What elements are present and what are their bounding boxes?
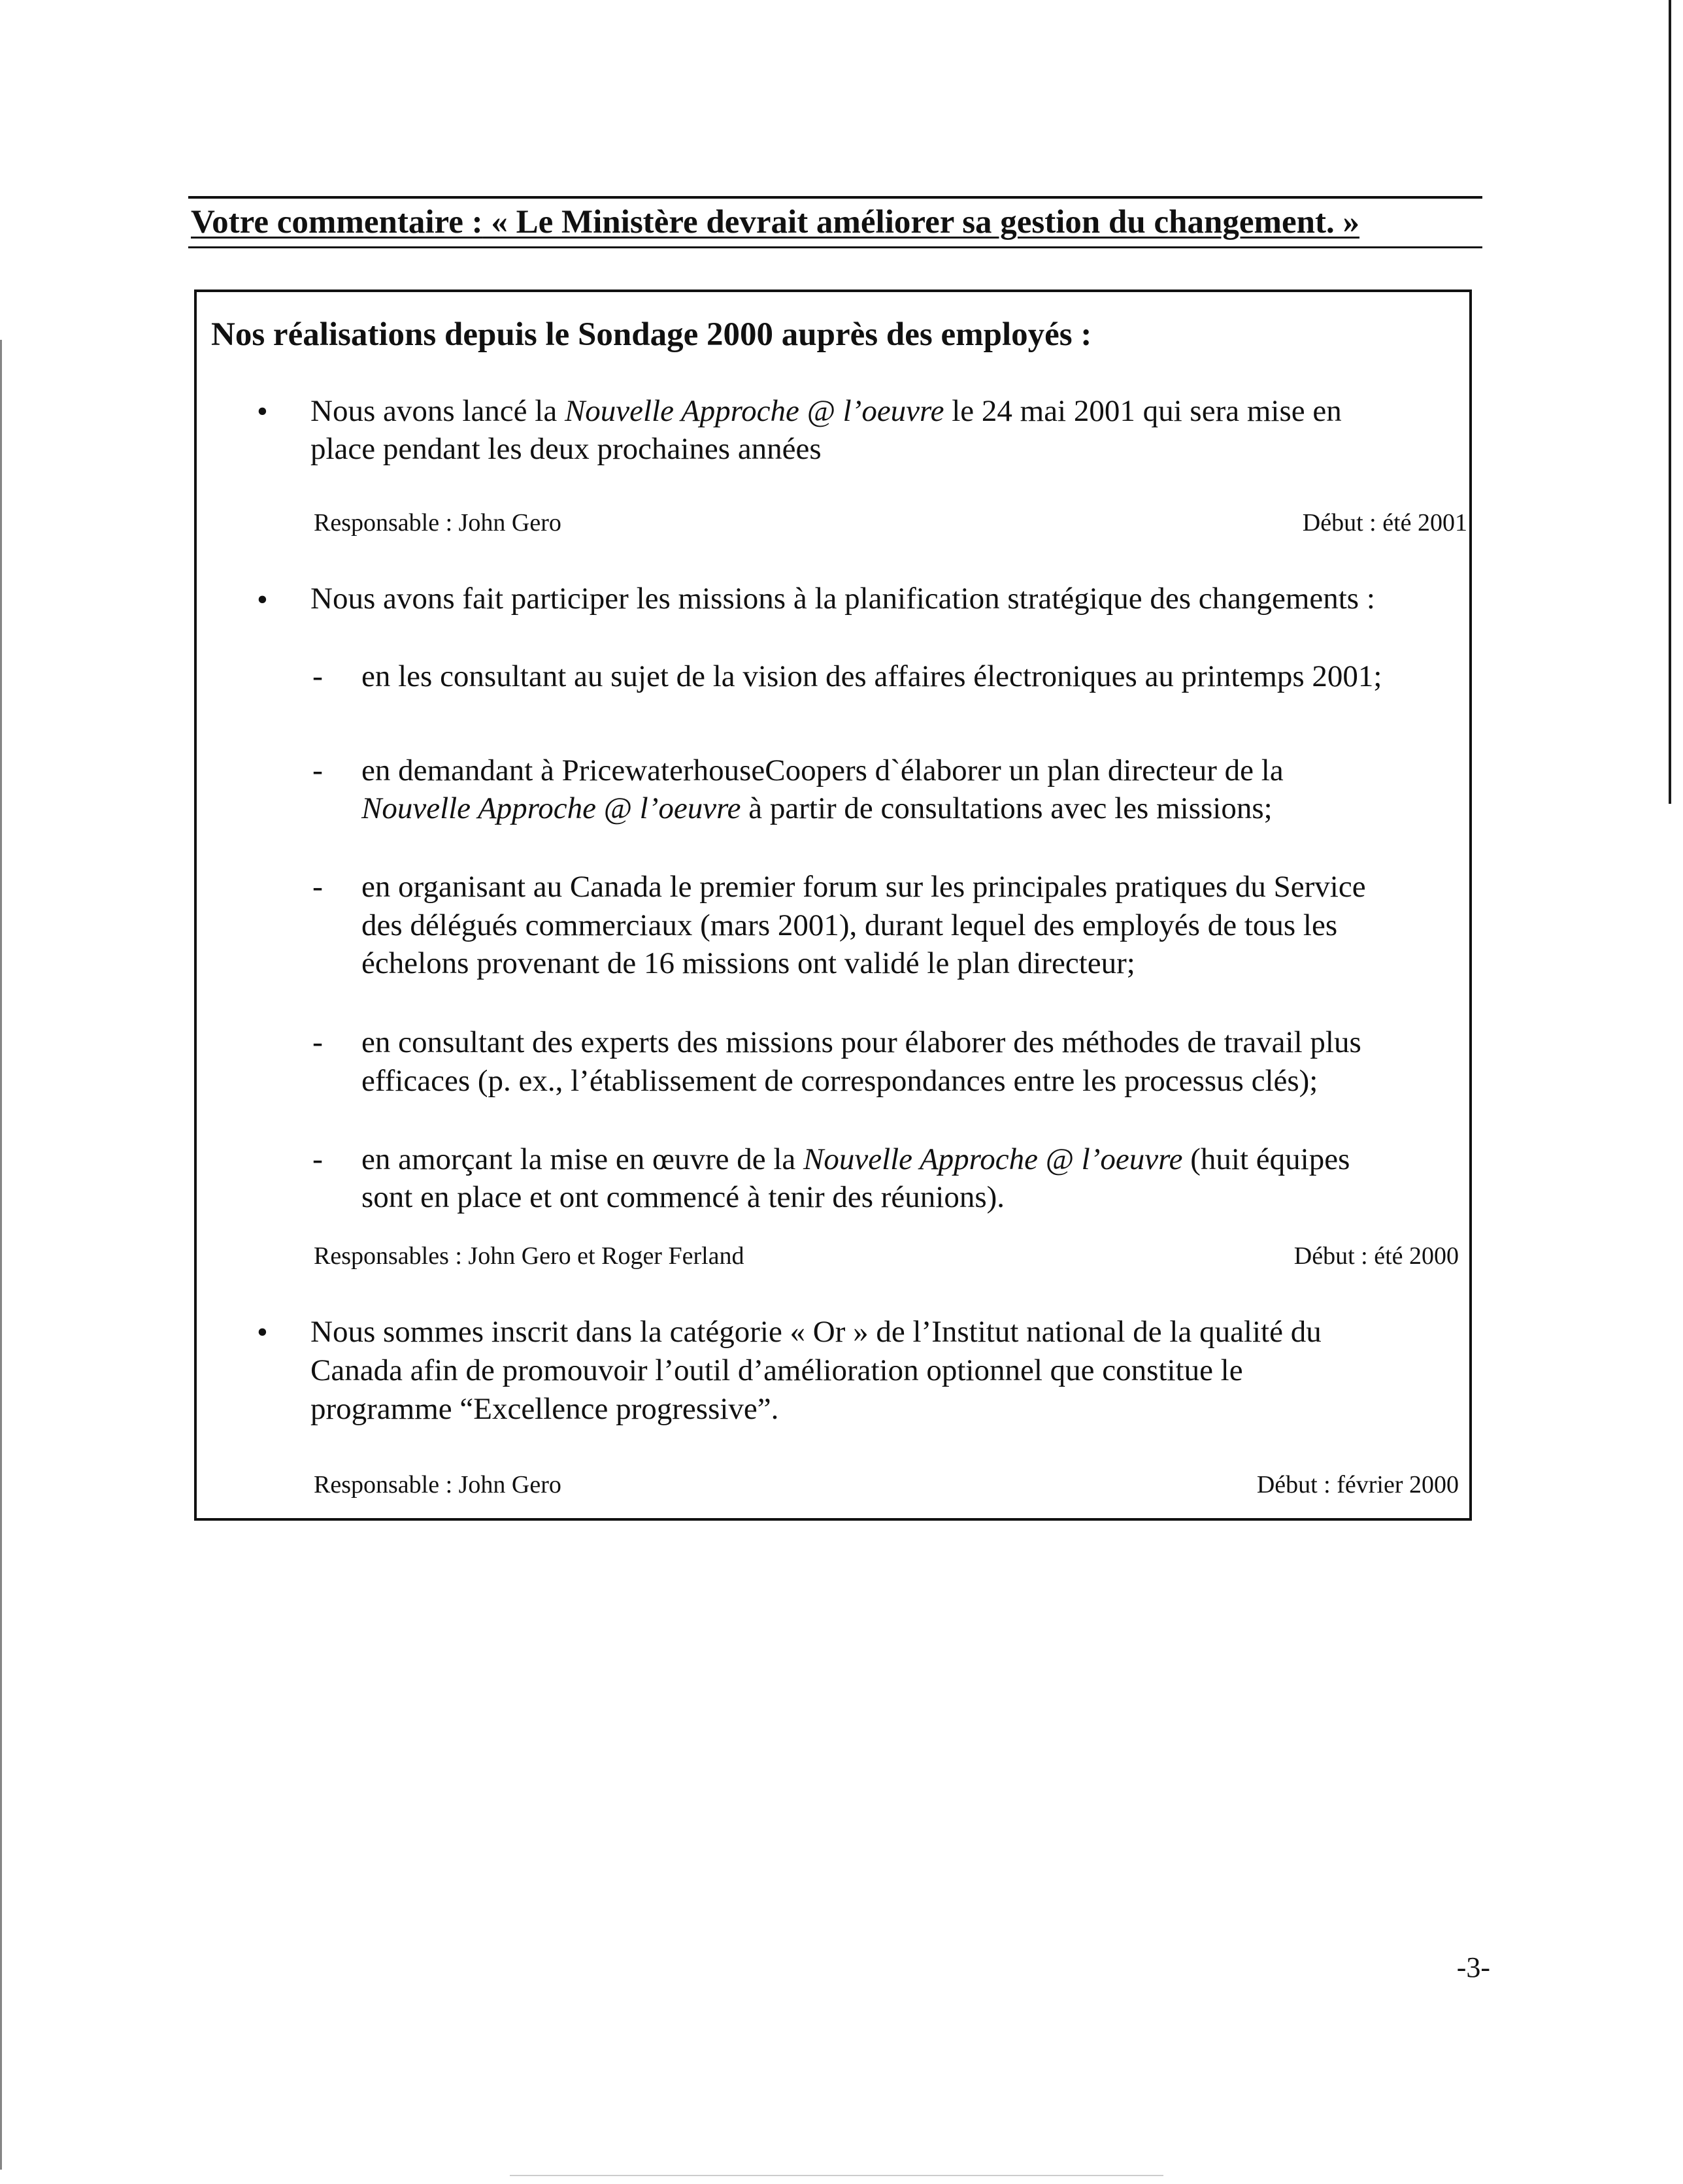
dash-icon: - [312,659,323,693]
dash-icon: - [312,1142,323,1176]
comment-text: « Le Ministère devrait améliorer sa gestion du changement. » [482,204,1359,240]
item2-sub2-line1: en demandant à PricewaterhouseCoopers d`élaborer un plan directeur de la [361,753,1284,787]
bullet-icon: • [257,582,268,617]
dash-icon: - [312,753,323,787]
item2-sub4-line1: en consultant des experts des missions pour élaborer des méthodes de travail plus [361,1025,1361,1059]
item2-sub3-line1: en organisant au Canada le premier forum sur les principales pratiques du Service [361,870,1366,904]
comment-label: Votre commentaire : [191,204,483,240]
item3-line3: programme “Excellence progressive”. [310,1392,779,1426]
item2-sub5-line2: sont en place et ont commencé à tenir des réunions). [361,1180,1005,1214]
item2-sub3-line3: échelons provenant de 16 missions ont validé le plan directeur; [361,946,1135,980]
item2-sub4-line2: efficaces (p. ex., l’établissement de correspondances entre les processus clés); [361,1064,1318,1098]
item2-sub3-line2: des délégués commerciaux (mars 2001), durant lequel des employés de tous les [361,908,1338,942]
item1-line2: place pendant les deux prochaines années [310,432,822,466]
comment-heading [191,203,1482,242]
bullet-icon: • [257,1315,268,1349]
scan-edge-left [0,340,2,2170]
page-number: -3- [1456,1951,1490,1983]
dash-icon: - [312,869,323,904]
item1-responsible: Responsable : John Gero [314,509,561,537]
heading-rule-top [188,196,1482,199]
program-name: Nouvelle Approche @ l’oeuvre [564,394,944,428]
item2-intro: Nous avons fait participer les missions à la planification stratégique des changements : [310,582,1375,616]
achievements-title: Nos réalisations depuis le Sondage 2000 auprès des employés : [211,316,1092,353]
program-name: Nouvelle Approche @ l’oeuvre [803,1142,1183,1176]
scan-edge-right [1669,0,1671,804]
item3-start: Début : février 2000 [1256,1471,1459,1498]
item2-sub5-line1: en amorçant la mise en œuvre de la Nouvelle Approche @ l’oeuvre (huit équipes [361,1142,1350,1176]
item2-responsible: Responsables : John Gero et Roger Ferland [314,1242,744,1270]
item2-sub1: en les consultant au sujet de la vision des affaires électroniques au printemps 2001; [361,659,1382,693]
item1-line1: Nous avons lancé la Nouvelle Approche @ l’oeuvre le 24 mai 2001 qui sera mise en [310,394,1342,428]
item2-start: Début : été 2000 [1293,1242,1459,1270]
item2-sub2-line2: Nouvelle Approche @ l’oeuvre à partir de consultations avec les missions; [361,791,1273,825]
scan-bottom-mark [510,2175,1163,2176]
program-name: Nouvelle Approche @ l’oeuvre [361,791,741,825]
dash-icon: - [312,1025,323,1059]
bullet-icon: • [257,394,268,429]
heading-rule-bottom [188,246,1482,248]
item3-line2: Canada afin de promouvoir l’outil d’amélioration optionnel que constitue le [310,1353,1243,1387]
item3-responsible: Responsable : John Gero [314,1471,561,1498]
item1-start: Début : été 2001 [1302,509,1467,537]
item3-line1: Nous sommes inscrit dans la catégorie « Or » de l’Institut national de la qualité du [310,1315,1322,1349]
